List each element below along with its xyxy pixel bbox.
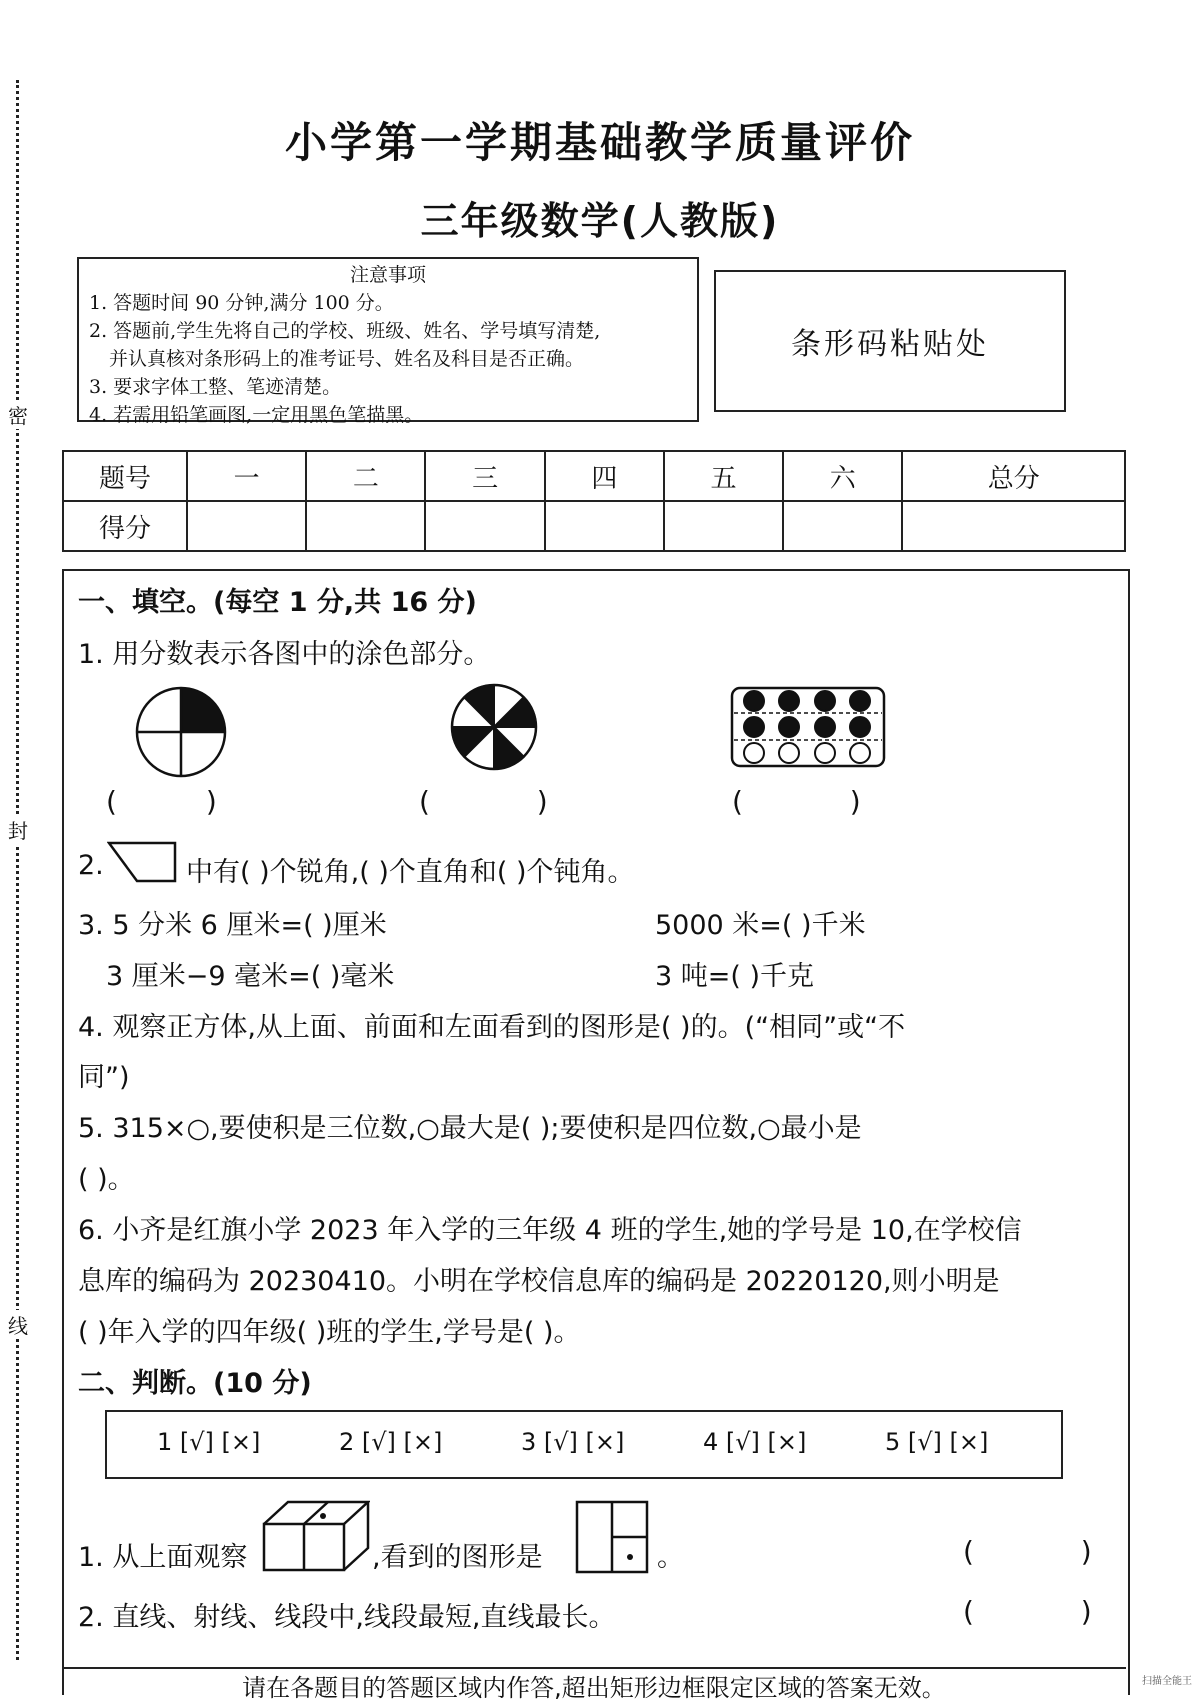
- barcode-area: 条形码粘贴处: [714, 270, 1066, 412]
- sector-circle-figure: [449, 682, 539, 772]
- score-input[interactable]: [664, 501, 783, 551]
- score-input[interactable]: [902, 501, 1125, 551]
- score-table: [62, 450, 1126, 552]
- j2-text: 2. 直线、射线、线段中,线段最短,直线最长。: [78, 1602, 616, 1633]
- score-input[interactable]: [783, 501, 902, 551]
- judgement-option[interactable]: 3 [√] [×]: [521, 1428, 625, 1456]
- section1-heading: 一、填空。(每空 1 分,共 16 分): [78, 587, 477, 618]
- hollow-dot: [779, 743, 799, 763]
- q3a-text: 3. 5 分米 6 厘米=( )厘米: [78, 910, 387, 941]
- q3c-text: 3 厘米−9 毫米=( )毫米: [106, 961, 395, 992]
- notice-line: 1. 答题时间 90 分钟,满分 100 分。: [89, 292, 394, 314]
- q3b-text: 5000 米=( )千米: [655, 910, 866, 941]
- q6-text-line2: 息库的编码为 20230410。小明在学校信息库的编码是 20220120,则小明是: [78, 1266, 1000, 1297]
- judgement-answer-box: [105, 1410, 1063, 1479]
- side-char-mi: 密: [8, 400, 28, 429]
- cuboid-figure: [262, 1500, 370, 1572]
- page-subtitle: 三年级数学(人教版): [420, 199, 780, 243]
- hollow-dot: [744, 743, 764, 763]
- side-char-feng: 封: [8, 815, 28, 844]
- judgement-option[interactable]: 4 [√] [×]: [703, 1428, 807, 1456]
- score-cell: 四: [545, 451, 664, 501]
- score-input[interactable]: [306, 501, 425, 551]
- j1-text-b: ,看到的图形是: [372, 1542, 543, 1573]
- binding-line: [16, 80, 19, 1660]
- score-cell: 总分: [902, 451, 1125, 501]
- section2-heading: 二、判断。(10 分): [78, 1368, 312, 1399]
- q4-text-line2: 同”): [78, 1062, 130, 1093]
- judgement-option[interactable]: 2 [√] [×]: [339, 1428, 443, 1456]
- notice-heading: 注意事项: [349, 264, 426, 286]
- q4-text-line1: 4. 观察正方体,从上面、前面和左面看到的图形是( )的。(“相同”或“不: [78, 1012, 906, 1043]
- top-view-figure: [575, 1500, 649, 1574]
- filled-dot: [815, 691, 835, 711]
- filled-dot: [779, 717, 799, 737]
- q2-text: 中有( )个锐角,( )个直角和( )个钝角。: [186, 857, 635, 888]
- j1-text-a: 1. 从上面观察: [78, 1542, 248, 1573]
- j1-text-c: 。: [657, 1542, 684, 1573]
- score-cell: 六: [783, 451, 902, 501]
- filled-dot: [850, 717, 870, 737]
- q3d-text: 3 吨=( )千克: [655, 961, 815, 992]
- score-cell: 题号: [63, 451, 187, 501]
- q6-text-line3: ( )年入学的四年级( )班的学生,学号是( )。: [78, 1317, 581, 1348]
- footer-note: 请在各题目的答题区域内作答,超出矩形边框限定区域的答案无效。: [242, 1674, 946, 1702]
- answer-paren[interactable]: ( ): [106, 785, 217, 818]
- score-cell: 一: [187, 451, 306, 501]
- filled-dot: [779, 691, 799, 711]
- quarter-circle-figure: [134, 685, 228, 779]
- notice-box: [77, 257, 699, 426]
- judgement-paren[interactable]: ( ): [963, 1535, 1092, 1568]
- notice-line: 2. 答题前,学生先将自己的学校、班级、姓名、学号填写清楚,: [89, 320, 601, 342]
- answer-paren[interactable]: ( ): [732, 785, 861, 818]
- filled-dot: [815, 717, 835, 737]
- hollow-dot: [815, 743, 835, 763]
- q1-text: 1. 用分数表示各图中的涂色部分。: [78, 639, 491, 670]
- score-cell: 五: [664, 451, 783, 501]
- trapezoid-figure: [107, 841, 177, 883]
- dots-grid-figure: [730, 686, 886, 768]
- q5-text-line1: 5. 315×○,要使积是三位数,○最大是( );要使积是四位数,○最小是: [78, 1113, 862, 1144]
- score-input[interactable]: [425, 501, 544, 551]
- judgement-option[interactable]: 5 [√] [×]: [885, 1428, 989, 1456]
- score-cell: 得分: [63, 501, 187, 551]
- judgement-option[interactable]: 1 [√] [×]: [157, 1428, 261, 1456]
- notice-line: 并认真核对条形码上的准考证号、姓名及科目是否正确。: [109, 348, 585, 370]
- score-header-row: [63, 451, 1125, 501]
- notice-line: 4. 若需用铅笔画图,一定用黑色笔描黑。: [89, 404, 424, 426]
- filled-dot: [850, 691, 870, 711]
- page-title: 小学第一学期基础教学质量评价: [284, 118, 915, 167]
- q2-number: 2.: [78, 850, 104, 881]
- q5-text-line2: ( )。: [78, 1164, 135, 1195]
- filled-dot: [744, 717, 764, 737]
- scanner-watermark: 扫描全能王: [1142, 1676, 1192, 1687]
- filled-dot: [744, 691, 764, 711]
- score-cell: 二: [306, 451, 425, 501]
- hollow-dot: [850, 743, 870, 763]
- side-char-xian: 线: [8, 1310, 28, 1339]
- judgement-paren[interactable]: ( ): [963, 1595, 1092, 1628]
- answer-paren[interactable]: ( ): [419, 785, 548, 818]
- notice-line: 3. 要求字体工整、笔迹清楚。: [89, 376, 342, 398]
- score-cell: 三: [425, 451, 544, 501]
- score-input[interactable]: [187, 501, 306, 551]
- score-value-row: [63, 501, 1125, 551]
- q6-text-line1: 6. 小齐是红旗小学 2023 年入学的三年级 4 班的学生,她的学号是 10,在学校信: [78, 1215, 1022, 1246]
- score-input[interactable]: [545, 501, 664, 551]
